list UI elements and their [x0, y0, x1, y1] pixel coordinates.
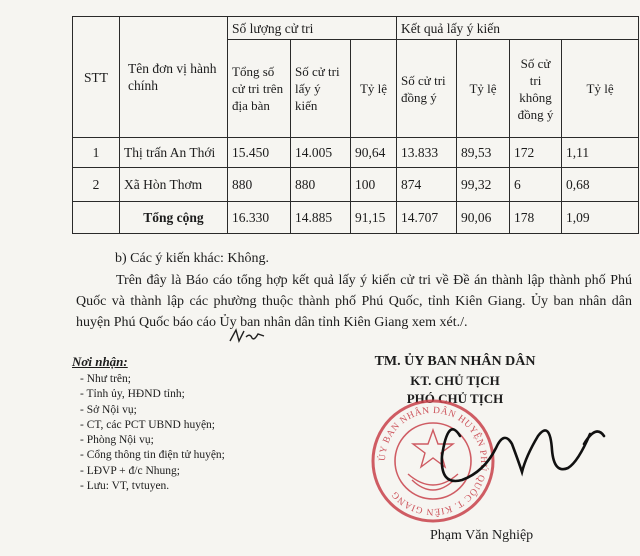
- table-header-row-1: [73, 17, 639, 40]
- cell-rate-disagree: 0,68: [562, 168, 639, 202]
- cell-rate-disagree: 1,11: [562, 138, 639, 168]
- list-item: - Phòng Nội vụ;: [80, 434, 154, 447]
- cell-rate-polled: 90,64: [351, 138, 397, 168]
- list-item: - LĐVP + đ/c Nhung;: [80, 464, 180, 477]
- cell-total-voters: 16.330: [228, 202, 291, 234]
- cell-agree: 14.707: [397, 202, 457, 234]
- cell-rate-agree: 89,53: [457, 138, 510, 168]
- recipients-list: [80, 372, 225, 494]
- other-opinions-text: b) Các ý kiến khác: Không.: [115, 251, 269, 266]
- header-rate-disagree: Tỷ lệ: [562, 40, 639, 138]
- cell-unit-name: Thị trấn An Thới: [120, 138, 228, 168]
- list-item: - Cổng thông tin điện tử huyện;: [80, 449, 225, 462]
- table-row: [73, 168, 639, 202]
- cell-rate-polled: 100: [351, 168, 397, 202]
- list-item: - CT, các PCT UBND huyện;: [80, 418, 216, 431]
- list-item: - Lưu: VT, tvtuyen.: [80, 480, 170, 493]
- cell-rate-agree: 99,32: [457, 168, 510, 202]
- header-unit-name: Tên đơn vị hành chính: [120, 17, 228, 138]
- cell-stt: 1: [73, 138, 120, 168]
- cell-polled-voters: 14.005: [291, 138, 351, 168]
- handwritten-initial-icon: [228, 327, 268, 345]
- cell-stt: 2: [73, 168, 120, 202]
- cell-disagree: 6: [510, 168, 562, 202]
- list-item: - Như trên;: [80, 373, 131, 385]
- cell-total-voters: 880: [228, 168, 291, 202]
- cell-disagree: 172: [510, 138, 562, 168]
- header-results-group: Kết quả lấy ý kiến: [397, 17, 639, 40]
- header-voter-count-group: Số lượng cử tri: [228, 17, 397, 40]
- table-row: [73, 138, 639, 168]
- list-item: - Sở Nội vụ;: [80, 403, 137, 416]
- header-stt: STT: [73, 17, 120, 138]
- header-rate-agree: Tỷ lệ: [457, 40, 510, 138]
- cell-unit-name: Xã Hòn Thơm: [120, 168, 228, 202]
- header-total-voters: Tổng số cử tri trên địa bàn: [228, 40, 291, 138]
- seal-text: ỦY BAN NHÂN DÂN HUYỆN PHÚ QUỐC T. KIÊN GIANG: [377, 405, 489, 517]
- cell-disagree: 178: [510, 202, 562, 234]
- header-agree: Số cử tri đồng ý: [397, 40, 457, 138]
- recipients-title: Nơi nhận:: [72, 354, 128, 369]
- signature-vice-title: PHÓ CHỦ TỊCH: [406, 391, 504, 406]
- cell-rate-polled: 91,15: [351, 202, 397, 234]
- table-total-row: [73, 202, 639, 234]
- header-rate-polled: Tỷ lệ: [351, 40, 397, 138]
- cell-polled-voters: 14.885: [291, 202, 351, 234]
- cell-rate-agree: 90,06: [457, 202, 510, 234]
- header-disagree: Số cử tri không đồng ý: [510, 40, 562, 138]
- signature-role: KT. CHỦ TỊCH: [410, 373, 500, 388]
- signer-name: Phạm Văn Nghiệp: [430, 528, 534, 543]
- cell-agree: 13.833: [397, 138, 457, 168]
- conclusion-paragraph: Trên đây là Báo cáo tổng hợp kết quả lấy ý kiến cử tri về Đề án thành lập thành phố Phú Quốc và thành lập các phường thuộc thành phố Phú Quốc, tỉnh Kiên Giang. Ủy ban nhân dân huyện Phú Quốc báo cáo Ủy ban nhân dân tỉnh Kiên Giang xem xét./.: [76, 273, 632, 330]
- cell-total-label: Tổng cộng: [120, 202, 228, 234]
- cell-polled-voters: 880: [291, 168, 351, 202]
- voter-results-table: [72, 16, 639, 234]
- cell-rate-disagree: 1,09: [562, 202, 639, 234]
- header-polled-voters: Số cử tri lấy ý kiến: [291, 40, 351, 138]
- signature-organization: TM. ỦY BAN NHÂN DÂN: [374, 354, 536, 369]
- cell-total-voters: 15.450: [228, 138, 291, 168]
- cell-total-stt: [73, 202, 120, 234]
- list-item: - Tỉnh ủy, HĐND tỉnh;: [80, 388, 185, 401]
- handwritten-signature-icon: [400, 396, 620, 516]
- cell-agree: 874: [397, 168, 457, 202]
